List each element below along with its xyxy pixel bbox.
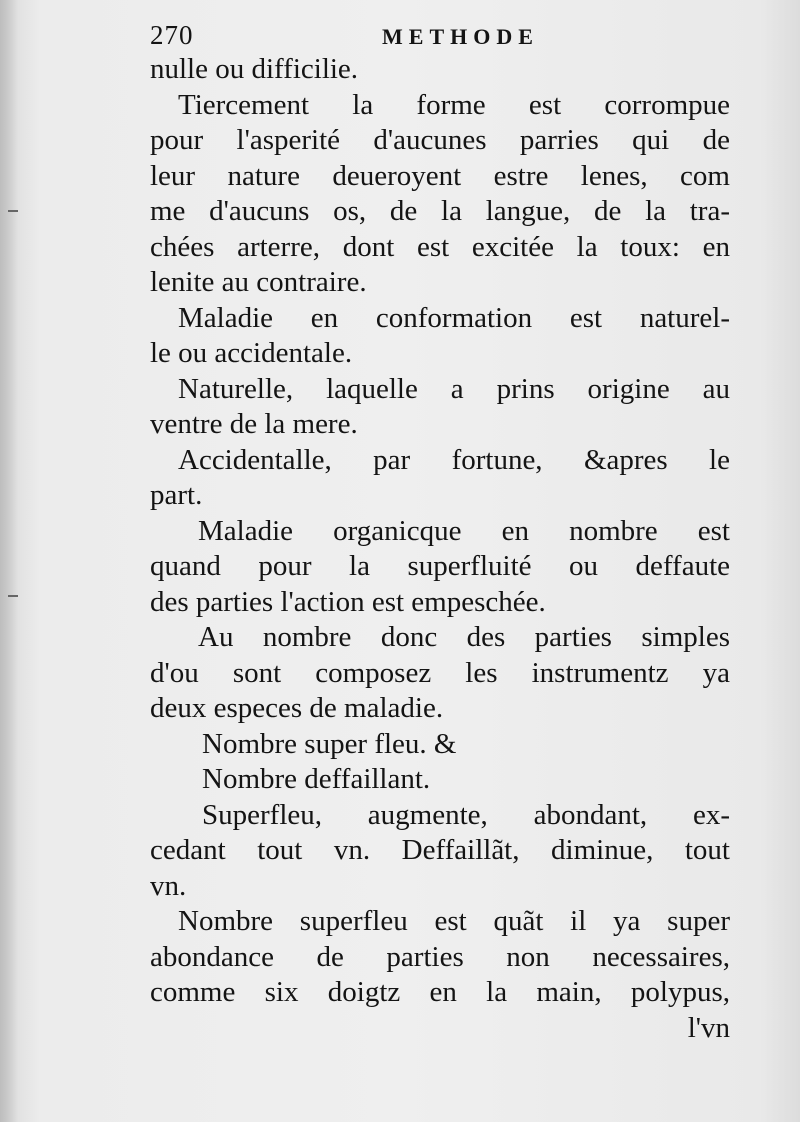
text-line: le ou accidentale.: [150, 337, 353, 369]
text-line: Nombre super fleu. &: [202, 727, 457, 760]
text-line: chées arterre, dont est excitée la toux: en: [150, 230, 730, 263]
text-line: cedant tout vn. Deffaillãt, diminue, tout: [150, 834, 730, 866]
catchword: l'vn: [687, 1011, 730, 1044]
running-head: [150, 20, 720, 54]
text-line: nulle ou difficilie.: [150, 53, 359, 85]
page-number: 270: [150, 20, 194, 50]
text-line: me d'aucuns os, de la langue, de la tra-: [150, 195, 730, 227]
text-line: Accidentalle, par fortune, &apres le: [178, 443, 730, 476]
text-line: Nombre superfleu est quãt il ya super: [178, 905, 730, 937]
body-text: [150, 52, 730, 1046]
text-line: part.: [150, 479, 203, 511]
text-line: Maladie en conformation est naturel-: [178, 301, 730, 334]
text-line: abondance de parties non necessaires,: [150, 940, 730, 973]
text-line: d'ou sont composez les instrumentz ya: [150, 656, 730, 689]
text-line: comme six doigtz en la main, polypus,: [150, 976, 730, 1008]
text-line: Superfleu, augmente, abondant, ex-: [202, 798, 730, 831]
text-line: deux especes de maladie.: [150, 692, 444, 724]
page-gutter-shadow: [0, 0, 18, 1122]
text-line: vn.: [150, 869, 187, 902]
margin-mark: [8, 595, 18, 597]
text-line: quand pour la superfluité ou deffaute: [150, 550, 730, 582]
text-line: des parties l'action est empeschée.: [150, 585, 546, 618]
text-line: leur nature deueroyent estre lenes, com: [150, 159, 730, 192]
margin-mark: [8, 210, 18, 212]
text-line: Maladie organicque en nombre est: [198, 514, 730, 547]
text-line: Nombre deffaillant.: [202, 763, 431, 795]
text-line: ventre de la mere.: [150, 408, 358, 440]
text-line: lenite au contraire.: [150, 266, 367, 298]
running-title: METHODE: [382, 24, 539, 49]
text-line: Au nombre donc des parties simples: [198, 621, 730, 653]
text-line: Naturelle, laquelle a prins origine au: [178, 372, 730, 405]
text-line: Tiercement la forme est corrompue: [178, 88, 730, 121]
text-line: pour l'asperité d'aucunes parries qui de: [150, 124, 730, 156]
